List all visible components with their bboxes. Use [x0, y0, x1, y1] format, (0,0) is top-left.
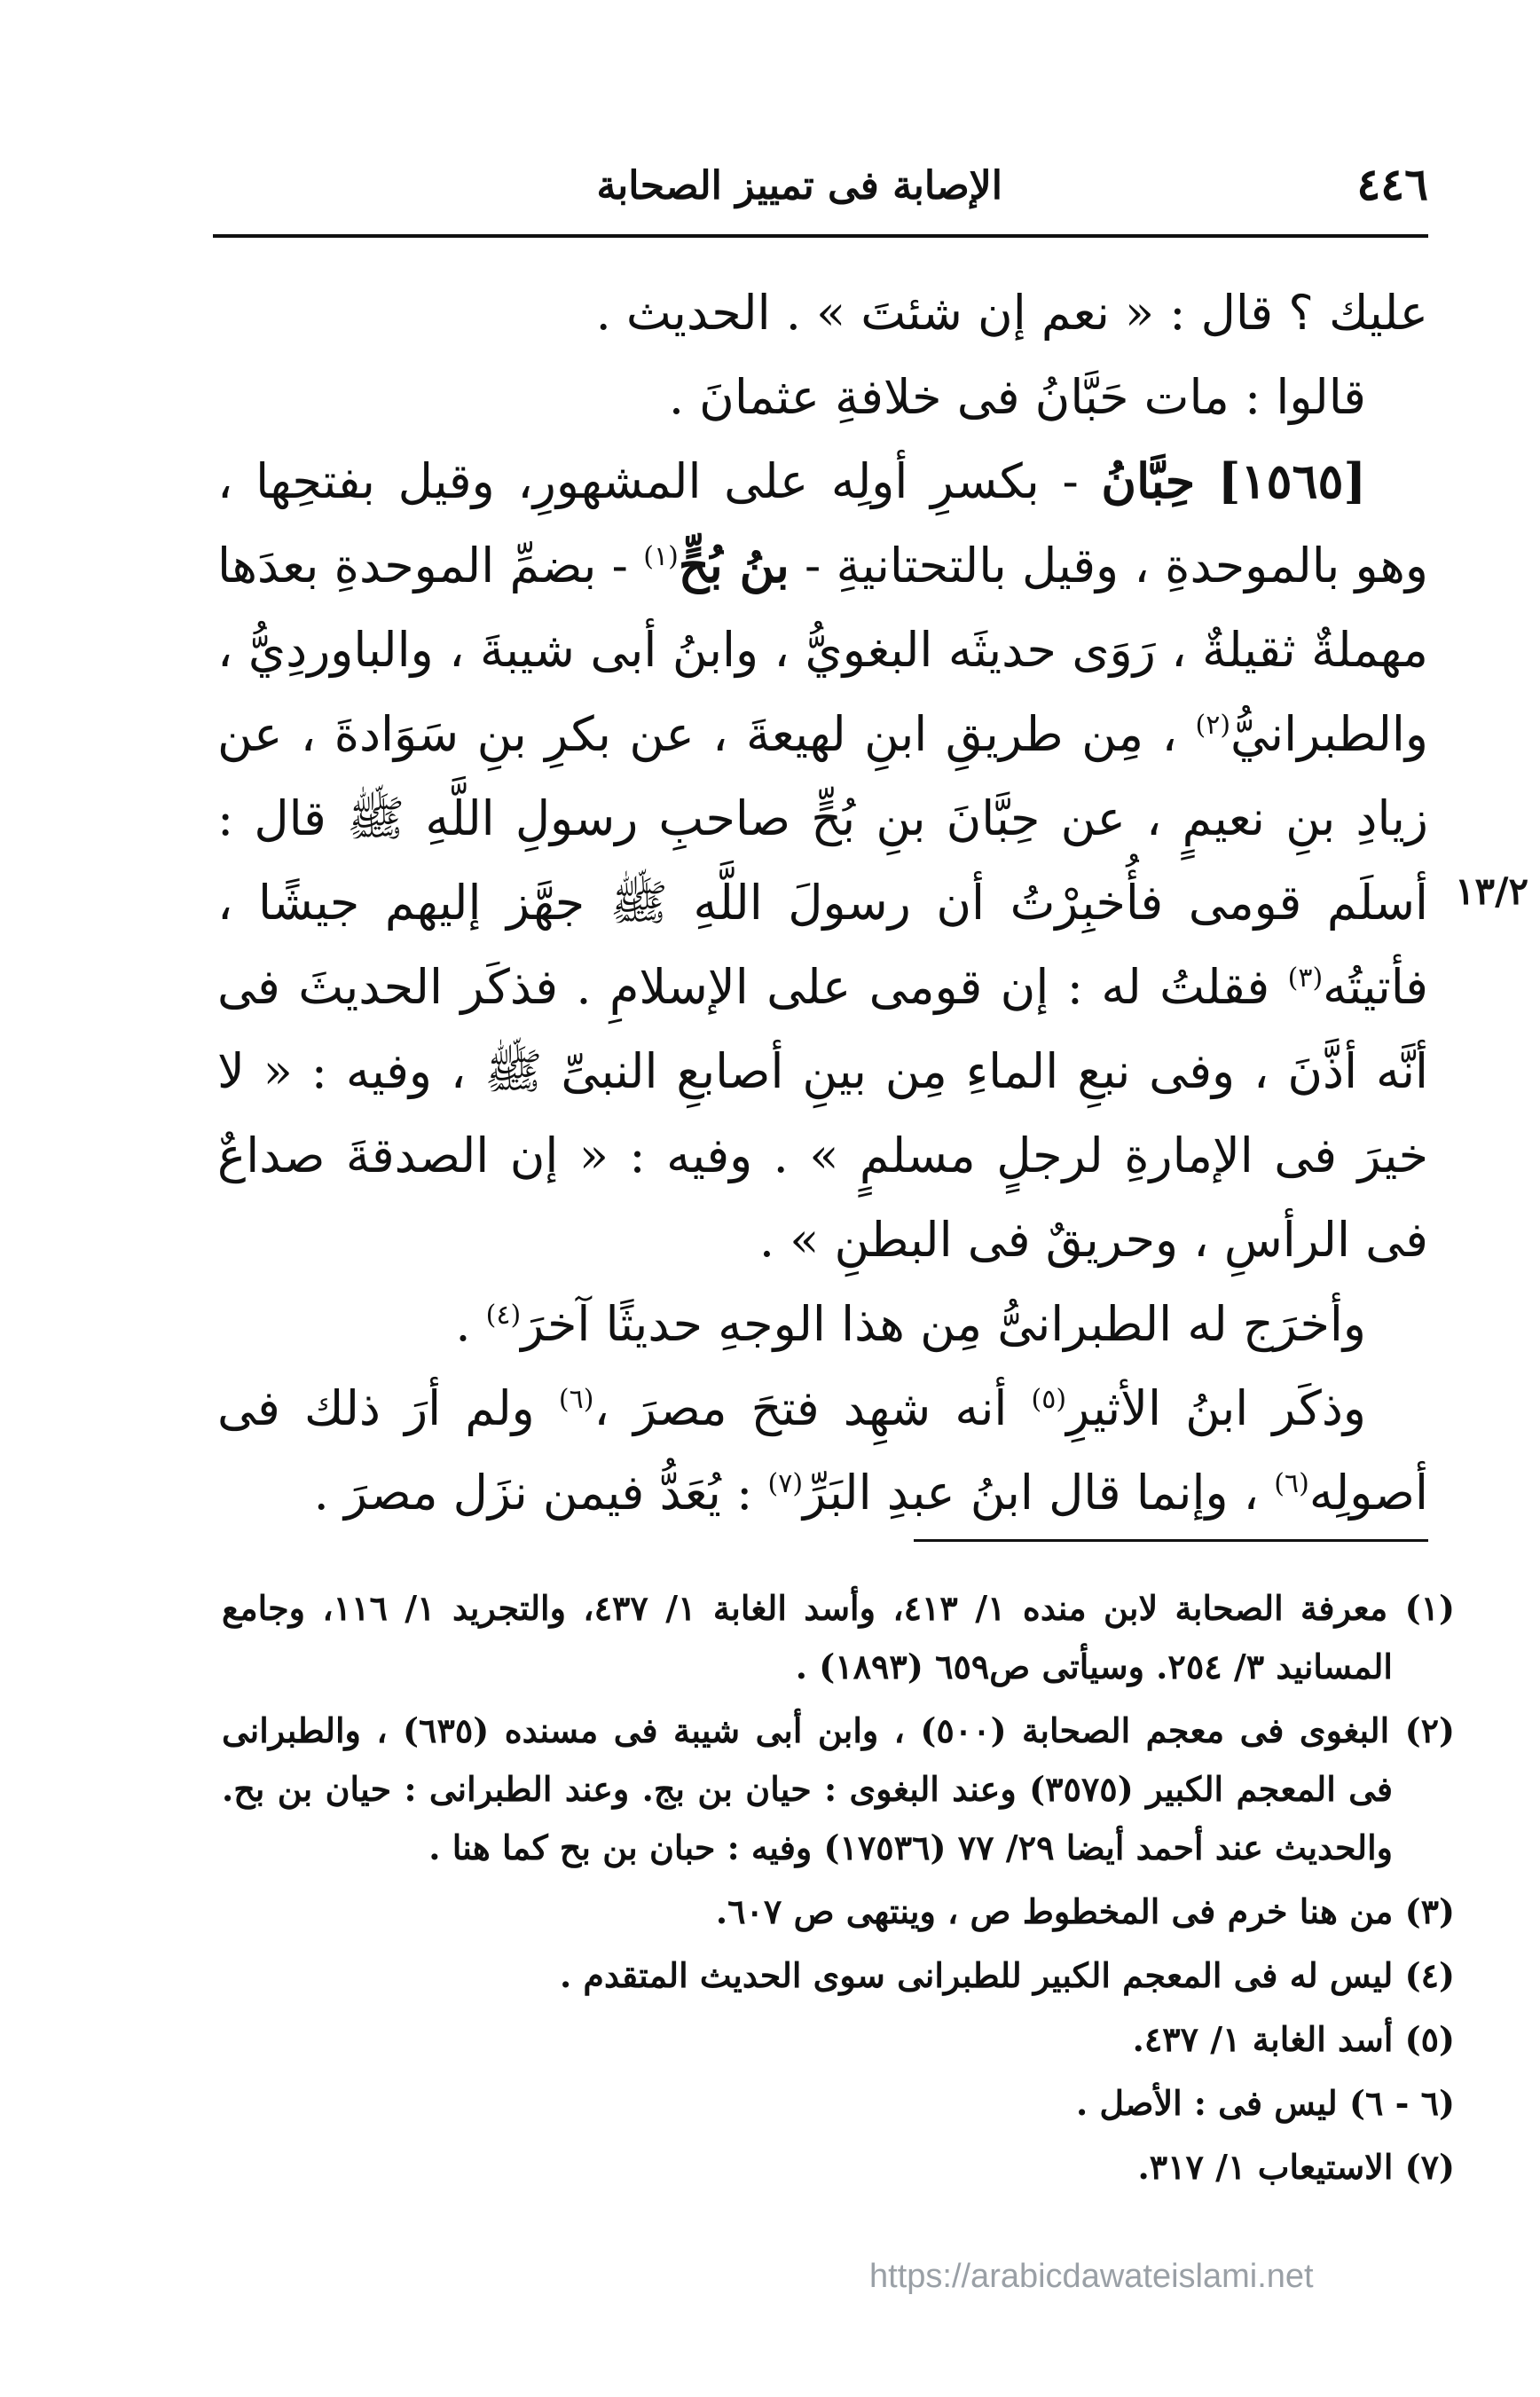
athir-text-b: أنه شهِد فتحَ مصرَ ، — [593, 1380, 1032, 1436]
footnote-ref-4[interactable]: (٤) — [485, 1300, 522, 1331]
footnote-1: (١) معرفة الصحابة لابن منده ١/ ٤١٣، وأسد الغابة ١/ ٤٣٧، والتجريد ١/ ١١٦، وجامع المسانيد ٣/ ٢٥٤. وسيأتى ص٦٥٩ (١٨٩٣) . — [222, 1588, 1456, 1686]
footnote-3: (٣) من هنا خرم فى المخطوط ص ، وينتهى ص ٦٠٧. — [715, 1891, 1455, 1931]
athir-text-a: وذكَر ابنُ الأثيرِ — [1066, 1380, 1367, 1436]
ibn-buh: بنُ بُحٍّ — [678, 537, 790, 593]
tabarani-end: . — [455, 1296, 486, 1352]
entry-text-a: - بكسرِ أولِه على المشهورِ، وقيل بفتحِها ، وهو بالموحدةِ ، وقيل بالتحتانيةِ - — [217, 453, 1428, 593]
main-text — [217, 271, 1428, 1535]
footnote-7: (٧) الاستيعاب ١/ ٣١٧. — [1137, 2147, 1455, 2187]
footnote-ref-7[interactable]: (٧) — [767, 1468, 804, 1499]
footnote-ref-6b[interactable]: (٦) — [1274, 1468, 1309, 1499]
footnote-ref-5[interactable]: (٥) — [1031, 1384, 1067, 1415]
entry-text-c: ، مِن طريقِ ابنِ لهيعةَ ، عن بكرِ بنِ سَوَادةَ ، عن زيادِ بنِ نعيمٍ ، عن حِبَّانَ بنِ بُحٍّ صاحبِ رسولِ اللَّهِ ﷺ قال : أسلَم قومى فأُخبِرْتُ أن رسولَ اللَّهِ ﷺ جهَّز إليهم جيشًا ، فأتيتُه — [217, 706, 1428, 1015]
margin-reference — [1455, 869, 1528, 913]
entry-text-d: فقلتُ له : إن قومى على الإسلامِ . فذكَر الحديثَ فى أنَّه أذَّنَ ، وفى نبعِ الماءِ مِن بينِ أصابعِ النبىِّ ﷺ ، وفيه : « لا خيرَ فى الإمارةِ لرجلٍ مسلمٍ » . وفيه : « إن الصدقةَ صداعٌ فى الرأسِ ، وحريقٌ فى البطنِ » . — [217, 959, 1428, 1268]
footnote-5: (٥) أسد الغابة ١/ ٤٣٧. — [1132, 2019, 1455, 2059]
footnote-6: (٦ - ٦) ليس فى : الأصل . — [1075, 2083, 1455, 2123]
footnote-2: (٢) البغوى فى معجم الصحابة (٥٠٠) ، وابن أبى شيبة فى مسنده (٦٣٥) ، والطبرانى فى المعجم الكبير (٣٥٧٥) وعند البغوى : حيان بن بج. وعند الطبرانى : حيان بن بح. والحديث عند أحمد أيضا ٢٩/ ٧٧ (١٧٥٣٦) وفيه : حبان بن بح كما هنا . — [222, 1710, 1455, 1867]
page-number: ٤٤٦ — [1356, 158, 1428, 210]
watermark-url[interactable]: https://arabicdawateislami.net — [869, 2258, 1314, 2295]
footnote-ref-6a[interactable]: (٦) — [558, 1384, 594, 1415]
footnote-ref-3[interactable]: (٣) — [1287, 963, 1324, 994]
entry-text-b: - بضمِّ الموحدةِ بعدَها مهملةٌ ثقيلةٌ ، رَوَى حديثَه البغويُّ ، وابنُ أبى شيبةَ ، والباوردِيُّ ، والطبرانيُّ — [217, 538, 1428, 762]
footnote-ref-1[interactable]: (١) — [643, 541, 679, 572]
paragraph-tabarani — [217, 1282, 1428, 1366]
text-line-1: عليك ؟ قال : « نعم إن شئتَ » . الحديث . — [595, 285, 1428, 341]
athir-text-c: ولم أرَ ذلك فى أصولِه — [217, 1380, 1428, 1521]
tabarani-text: وأخرَج له الطبرانىُّ مِن هذا الوجهِ حديثًا آخرَ — [521, 1296, 1366, 1352]
athir-text-e: : يُعَدُّ فيمن نزَل مصرَ . — [313, 1465, 768, 1521]
entry-paragraph — [217, 439, 1428, 1282]
entry-name: حِبَّانُ — [1101, 452, 1196, 509]
running-head — [213, 158, 1428, 238]
text-line-2: قالوا : مات حَبَّانُ فى خلافةِ عثمانَ . — [668, 369, 1366, 425]
footnotes — [222, 1579, 1455, 2202]
athir-text-d: ، وإنما قال ابنُ عبدِ البَرِّ — [803, 1465, 1275, 1521]
footnote-separator — [914, 1539, 1428, 1542]
footnote-ref-2[interactable]: (٢) — [1195, 710, 1231, 741]
paragraph-ibn-athir — [217, 1366, 1428, 1535]
running-title: الإصابة فى تمييز الصحابة — [596, 163, 1002, 208]
header-rule — [213, 234, 1428, 238]
entry-number: [١٥٦٥] — [1217, 452, 1367, 509]
footnote-4: (٤) ليس له فى المعجم الكبير للطبرانى سوى الحديث المتقدم . — [559, 1955, 1455, 1995]
margin-note-number: ١٣/٢ — [1455, 869, 1529, 913]
